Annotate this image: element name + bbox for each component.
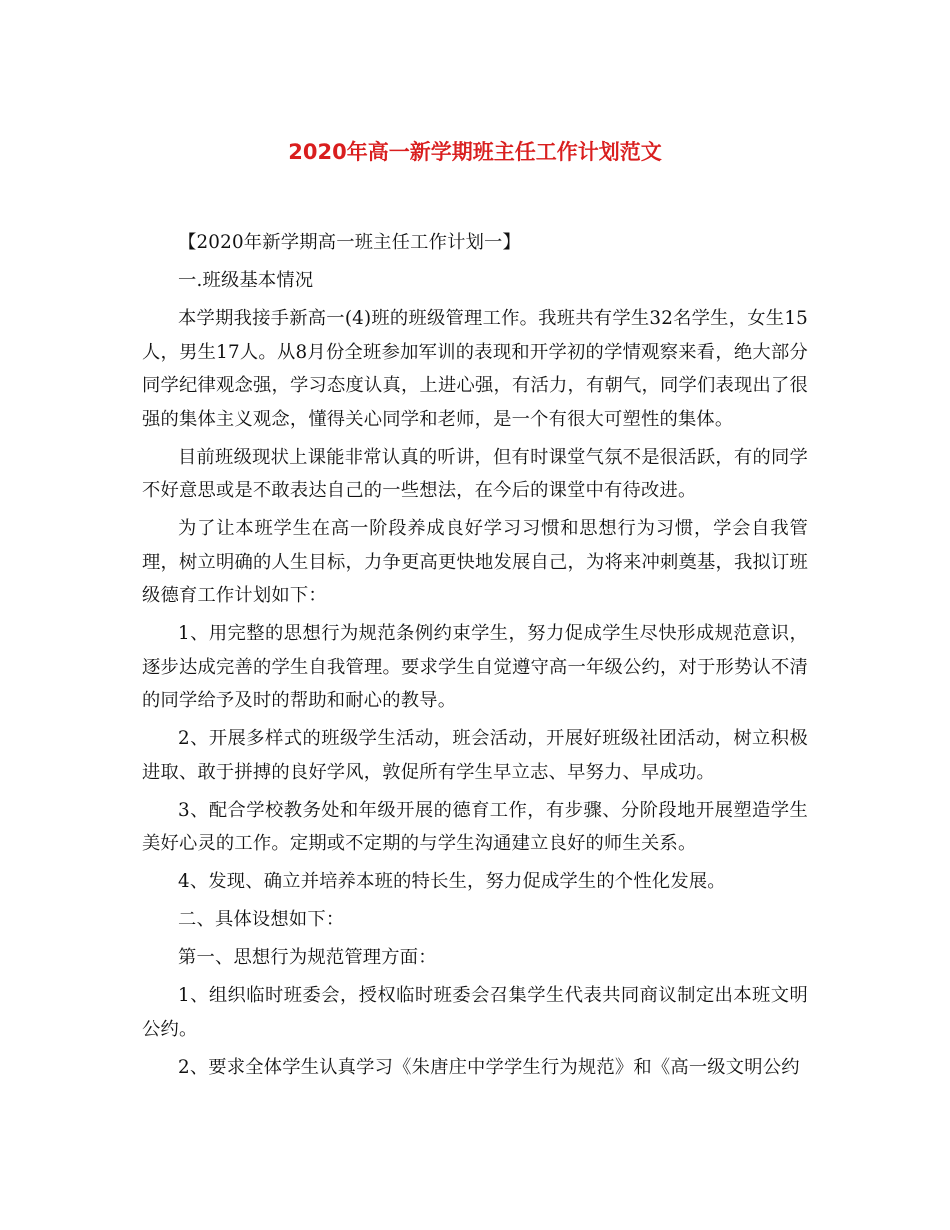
document-title: 2020年高一新学期班主任工作计划范文 [288,140,662,164]
list-item-3: 3、配合学校教务处和年级开展的德育工作，有步骤、分阶段地开展塑造学生美好心灵的工作。定期或不定期的与学生沟通建立良好的师生关系。 [142,799,808,854]
sub-list-item-2: 2、要求全体学生认真学习《朱唐庄中学学生行为规范》和《高一级文明公约 [178,1056,800,1078]
list-item-1: 1、用完整的思想行为规范条例约束学生，努力促成学生尽快形成规范意识，逐步达成完善的学生自我管理。要求学生自觉遵守高一年级公约，对于形势认不清的同学给予及时的帮助和耐心的教导。 [142,623,808,711]
subsection-heading-behavior: 第一、思想行为规范管理方面： [178,947,437,968]
sub-list-item-1: 1、组织临时班委会，授权临时班委会召集学生代表共同商议制定出本班文明公约。 [142,985,808,1040]
list-item-2: 2、开展多样式的班级学生活动，班会活动，开展好班级社团活动，树立积极进取、敢于拼搏的良好学风，敦促所有学生早立志、早努力、早成功。 [142,728,808,783]
document-body [142,226,808,1084]
paragraph-current-status: 目前班级现状上课能非常认真的听讲，但有时课堂气氛不是很活跃，有的同学不好意思或是不敢表达自己的一些想法，在今后的课堂中有待改进。 [142,446,808,501]
paragraph-plan-intro: 为了让本班学生在高一阶段养成良好学习习惯和思想行为习惯，学会自我管理，树立明确的人生目标，力争更高更快地发展自己，为将来冲刺奠基，我拟订班级德育工作计划如下： [142,518,808,606]
list-item-4: 4、发现、确立并培养本班的特长生，努力促成学生的个性化发展。 [178,871,726,892]
section-heading-specific-plans: 二、具体设想如下： [178,909,345,930]
section-heading-plan-one: 【2020年新学期高一班主任工作计划一】 [178,232,522,253]
section-heading-basic-info: 一.班级基本情况 [178,270,314,291]
paragraph-class-overview: 本学期我接手新高一(4)班的班级管理工作。我班共有学生32名学生，女生15人，男生17人。从8月份全班参加军训的表现和开学初的学情观察来看，绝大部分同学纪律观念强，学习态度认真，上进心强，有活力，有朝气，同学们表现出了很强的集体主义观念，懂得关心同学和老师，是一个有很大可塑性的集体。 [142,308,808,430]
